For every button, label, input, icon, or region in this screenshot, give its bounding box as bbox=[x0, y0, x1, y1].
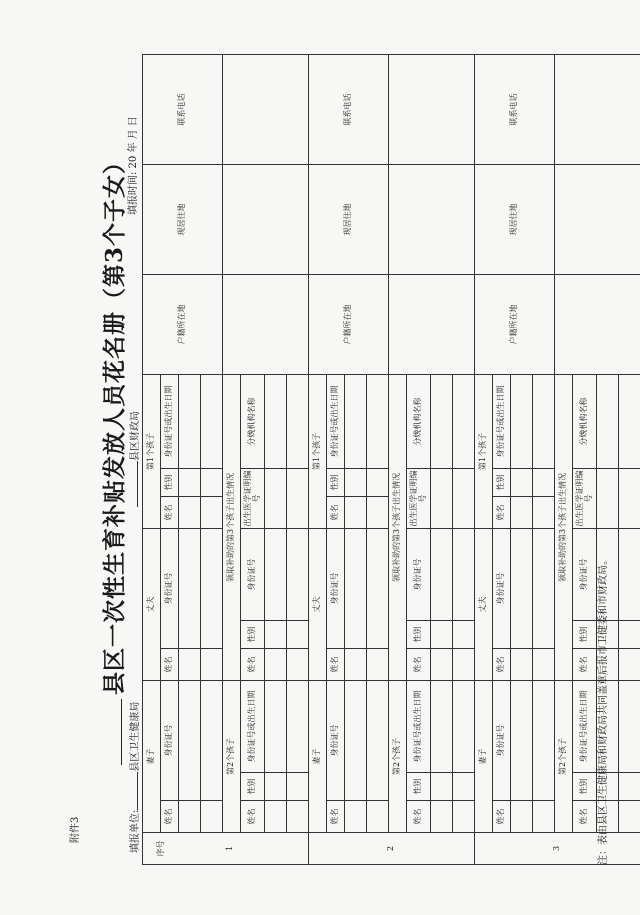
residence-header: 现居住地 bbox=[475, 164, 555, 274]
husband-id-header: 身份证号 bbox=[161, 528, 179, 648]
data-cell[interactable] bbox=[555, 54, 640, 164]
wife-id-header: 身份证号 bbox=[161, 680, 179, 800]
child2-id-header: 身份证号或出生日期 bbox=[573, 680, 597, 772]
household-header: 户籍所在地 bbox=[309, 274, 389, 374]
child1-name-header: 姓名 bbox=[327, 496, 345, 528]
data-cell[interactable] bbox=[287, 468, 309, 528]
wife-header: 妻子 bbox=[475, 680, 493, 832]
data-cell[interactable] bbox=[431, 468, 453, 528]
seq-header: 序号 bbox=[156, 840, 166, 857]
seq-value: 2 bbox=[386, 845, 396, 852]
data-cell[interactable] bbox=[555, 274, 640, 374]
data-cell[interactable] bbox=[619, 468, 640, 528]
register-table bbox=[142, 54, 640, 865]
child2-header: 第2个孩子 bbox=[223, 680, 241, 832]
husband-name-header: 姓名 bbox=[161, 648, 179, 680]
data-cell[interactable] bbox=[431, 680, 453, 772]
phone-header: 联系电话 bbox=[143, 54, 223, 164]
title-blank-line bbox=[121, 699, 122, 765]
child2-sex-header: 性别 bbox=[407, 773, 431, 801]
data-cell[interactable] bbox=[345, 468, 367, 496]
data-cell[interactable] bbox=[367, 801, 389, 833]
data-cell[interactable] bbox=[345, 801, 367, 833]
data-cell[interactable] bbox=[265, 528, 287, 620]
child2-name-header: 姓名 bbox=[241, 801, 265, 833]
child3-id-header: 身份证号 bbox=[407, 528, 431, 620]
data-cell[interactable] bbox=[533, 680, 555, 800]
husband-name-header: 姓名 bbox=[493, 648, 511, 680]
child2-sex-header: 性别 bbox=[573, 773, 597, 801]
data-cell[interactable] bbox=[597, 374, 619, 468]
footnote: 注：表由县区卫生健康局和财政局共同盖章后报市卫健委和市财政局。 bbox=[598, 555, 609, 865]
data-cell[interactable] bbox=[265, 648, 287, 680]
child1-sex-header: 性别 bbox=[493, 468, 511, 496]
data-cell[interactable] bbox=[201, 374, 223, 468]
data-cell[interactable] bbox=[367, 374, 389, 468]
child2-name-header: 姓名 bbox=[573, 801, 597, 833]
child3-id-header: 身份证号 bbox=[241, 528, 265, 620]
data-cell[interactable] bbox=[265, 468, 287, 528]
data-cell[interactable] bbox=[179, 648, 201, 680]
data-cell[interactable] bbox=[179, 680, 201, 800]
data-cell[interactable] bbox=[511, 374, 533, 468]
data-cell[interactable] bbox=[179, 528, 201, 648]
child1-id-header: 身份证号或出生日期 bbox=[327, 374, 345, 468]
third-child-header: 领取补助的第3个孩子出生情况 bbox=[555, 374, 573, 680]
child3-sex-header: 性别 bbox=[241, 620, 265, 648]
data-cell[interactable] bbox=[453, 773, 475, 801]
data-cell[interactable] bbox=[179, 468, 201, 496]
data-cell[interactable] bbox=[511, 496, 533, 528]
child3-name-header: 姓名 bbox=[407, 648, 431, 680]
data-cell[interactable] bbox=[453, 528, 475, 620]
child2-sex-header: 性别 bbox=[241, 773, 265, 801]
data-cell[interactable] bbox=[619, 528, 640, 620]
husband-id-header: 身份证号 bbox=[493, 528, 511, 648]
third-child-header: 领取补助的第3个孩子出生情况 bbox=[223, 374, 241, 680]
data-cell[interactable] bbox=[619, 374, 640, 468]
data-cell[interactable] bbox=[619, 648, 640, 680]
data-cell[interactable] bbox=[619, 801, 640, 833]
child2-id-header: 身份证号或出生日期 bbox=[241, 680, 265, 772]
birth-cert-header: 出生医学证明编号 bbox=[573, 468, 597, 528]
husband-header: 丈夫 bbox=[475, 528, 493, 680]
data-cell[interactable] bbox=[287, 773, 309, 801]
data-cell[interactable] bbox=[265, 773, 287, 801]
title-text: 县区一次性生育补贴发放人员花名册（第3个子女） bbox=[101, 150, 128, 696]
data-cell[interactable] bbox=[367, 496, 389, 528]
data-cell[interactable] bbox=[345, 528, 367, 648]
data-cell[interactable] bbox=[287, 648, 309, 680]
child2-name-header: 姓名 bbox=[407, 801, 431, 833]
data-cell[interactable] bbox=[453, 374, 475, 468]
data-cell[interactable] bbox=[367, 468, 389, 496]
reporting-unit bbox=[126, 702, 141, 853]
child2-header: 第2个孩子 bbox=[389, 680, 407, 832]
data-cell[interactable] bbox=[265, 374, 287, 468]
wife-id-header: 身份证号 bbox=[327, 680, 345, 800]
data-cell[interactable] bbox=[619, 620, 640, 648]
data-cell[interactable] bbox=[511, 801, 533, 833]
data-cell[interactable] bbox=[511, 528, 533, 648]
seq-cell-1 bbox=[143, 833, 309, 865]
data-cell[interactable] bbox=[367, 680, 389, 800]
data-cell[interactable] bbox=[453, 620, 475, 648]
data-cell[interactable] bbox=[265, 680, 287, 772]
data-cell[interactable] bbox=[345, 374, 367, 468]
third-child-header: 领取补助的第3个孩子出生情况 bbox=[389, 374, 407, 680]
data-cell[interactable] bbox=[201, 496, 223, 528]
husband-header: 丈夫 bbox=[143, 528, 161, 680]
residence-header: 现居住地 bbox=[143, 164, 223, 274]
phone-header: 联系电话 bbox=[309, 54, 389, 164]
data-cell[interactable] bbox=[179, 374, 201, 468]
husband-id-header: 身份证号 bbox=[327, 528, 345, 648]
data-cell[interactable] bbox=[619, 773, 640, 801]
data-cell[interactable] bbox=[431, 374, 453, 468]
data-cell[interactable] bbox=[533, 468, 555, 496]
data-cell[interactable] bbox=[201, 528, 223, 648]
data-cell[interactable] bbox=[345, 496, 367, 528]
child1-name-header: 姓名 bbox=[161, 496, 179, 528]
data-cell[interactable] bbox=[201, 468, 223, 496]
data-cell[interactable] bbox=[287, 374, 309, 468]
data-cell[interactable] bbox=[201, 801, 223, 833]
residence-header: 现居住地 bbox=[309, 164, 389, 274]
hospital-header: 分娩机构名称 bbox=[241, 374, 265, 468]
wife-name-header: 姓名 bbox=[493, 801, 511, 833]
child1-sex-header: 性别 bbox=[161, 468, 179, 496]
household-header: 户籍所在地 bbox=[475, 274, 555, 374]
data-cell[interactable] bbox=[179, 801, 201, 833]
child3-name-header: 姓名 bbox=[573, 648, 597, 680]
data-cell[interactable] bbox=[453, 680, 475, 772]
hospital-header: 分娩机构名称 bbox=[573, 374, 597, 468]
child3-sex-header: 性别 bbox=[573, 620, 597, 648]
data-cell[interactable] bbox=[367, 648, 389, 680]
data-cell[interactable] bbox=[345, 648, 367, 680]
child1-header: 第1个孩子 bbox=[475, 374, 493, 528]
data-cell[interactable] bbox=[431, 528, 453, 620]
wife-header: 妻子 bbox=[143, 680, 161, 832]
reporting-unit-finance-wrap bbox=[126, 411, 141, 507]
birth-cert-header: 出生医学证明编号 bbox=[241, 468, 265, 528]
annex-label: 附件3 bbox=[70, 816, 81, 843]
data-cell[interactable] bbox=[179, 496, 201, 528]
unit2-blank-line bbox=[137, 461, 138, 507]
data-cell[interactable] bbox=[389, 54, 475, 164]
child1-id-header: 身份证号或出生日期 bbox=[493, 374, 511, 468]
data-cell[interactable] bbox=[555, 164, 640, 274]
hospital-header: 分娩机构名称 bbox=[407, 374, 431, 468]
data-cell[interactable] bbox=[265, 620, 287, 648]
wife-name-header: 姓名 bbox=[161, 801, 179, 833]
data-cell[interactable] bbox=[453, 801, 475, 833]
data-cell[interactable] bbox=[223, 164, 309, 274]
birth-cert-header: 出生医学证明编号 bbox=[407, 468, 431, 528]
data-cell[interactable] bbox=[597, 468, 619, 528]
data-cell[interactable] bbox=[345, 680, 367, 800]
phone-header: 联系电话 bbox=[475, 54, 555, 164]
wife-id-header: 身份证号 bbox=[493, 680, 511, 800]
data-cell[interactable] bbox=[223, 54, 309, 164]
data-cell[interactable] bbox=[367, 528, 389, 648]
data-cell[interactable] bbox=[287, 528, 309, 620]
seq-value: 1 bbox=[224, 845, 234, 852]
child1-header: 第1个孩子 bbox=[143, 374, 161, 528]
data-cell[interactable] bbox=[511, 648, 533, 680]
child1-name-header: 姓名 bbox=[493, 496, 511, 528]
data-cell[interactable] bbox=[619, 680, 640, 772]
household-header: 户籍所在地 bbox=[143, 274, 223, 374]
child1-id-header: 身份证号或出生日期 bbox=[161, 374, 179, 468]
wife-name-header: 姓名 bbox=[327, 801, 345, 833]
data-cell[interactable] bbox=[287, 801, 309, 833]
reporting-date: 填报时间: 20 年 月 日 bbox=[128, 116, 139, 215]
data-cell[interactable] bbox=[453, 468, 475, 528]
data-cell[interactable] bbox=[453, 648, 475, 680]
data-cell[interactable] bbox=[533, 528, 555, 648]
data-cell[interactable] bbox=[533, 374, 555, 468]
data-cell[interactable] bbox=[533, 496, 555, 528]
seq-cell-3 bbox=[475, 833, 640, 865]
husband-header: 丈夫 bbox=[309, 528, 327, 680]
unit-blank-line bbox=[137, 772, 138, 810]
data-cell[interactable] bbox=[223, 274, 309, 374]
reporting-unit-health: 县区卫生健康局 bbox=[130, 701, 141, 772]
child1-header: 第1个孩子 bbox=[309, 374, 327, 528]
data-cell[interactable] bbox=[431, 620, 453, 648]
wife-header: 妻子 bbox=[309, 680, 327, 832]
data-cell[interactable] bbox=[201, 680, 223, 800]
child3-sex-header: 性别 bbox=[407, 620, 431, 648]
child1-sex-header: 性别 bbox=[327, 468, 345, 496]
child3-name-header: 姓名 bbox=[241, 648, 265, 680]
reporting-unit-finance: 县区财政局 bbox=[130, 411, 141, 461]
seq-value: 3 bbox=[552, 845, 562, 852]
data-cell[interactable] bbox=[511, 468, 533, 496]
data-cell[interactable] bbox=[287, 620, 309, 648]
child3-id-header: 身份证号 bbox=[573, 528, 597, 620]
child2-header: 第2个孩子 bbox=[555, 680, 573, 832]
data-cell[interactable] bbox=[431, 773, 453, 801]
data-cell[interactable] bbox=[431, 801, 453, 833]
data-cell[interactable] bbox=[533, 648, 555, 680]
data-cell[interactable] bbox=[511, 680, 533, 800]
husband-name-header: 姓名 bbox=[327, 648, 345, 680]
data-cell[interactable] bbox=[265, 801, 287, 833]
data-cell[interactable] bbox=[389, 274, 475, 374]
seq-cell-2 bbox=[309, 833, 475, 865]
data-cell[interactable] bbox=[431, 648, 453, 680]
data-cell[interactable] bbox=[389, 164, 475, 274]
data-cell[interactable] bbox=[533, 801, 555, 833]
reporting-unit-label: 填报单位: bbox=[130, 809, 141, 853]
data-cell[interactable] bbox=[201, 648, 223, 680]
child2-id-header: 身份证号或出生日期 bbox=[407, 680, 431, 772]
data-cell[interactable] bbox=[287, 680, 309, 772]
